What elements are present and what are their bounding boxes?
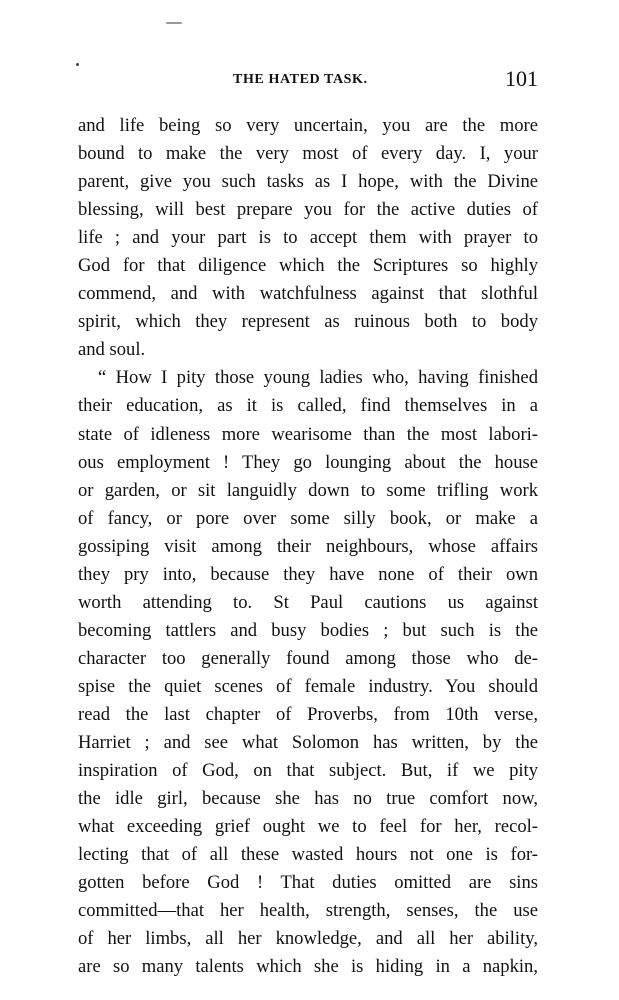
text-line: they pry into, because they have none of their own (78, 563, 538, 585)
ink-speck (76, 63, 79, 66)
text-line: are so many talents which she is hiding in a napkin, (78, 956, 538, 978)
text-line: Harriet ; and see what Solomon has written, by the (78, 732, 538, 754)
text-line: committed—that her health, strength, senses, the use (78, 900, 538, 922)
text-line: worth attending to. St Paul cautions us against (78, 591, 538, 613)
page-header (78, 68, 538, 96)
text-line: spise the quiet scenes of female industry. You should (78, 675, 538, 697)
text-line: blessing, will best prepare you for the active duties of (78, 199, 538, 221)
text-line: ous employment ! They go lounging about the house (78, 451, 538, 473)
text-line: parent, give you such tasks as I hope, with the Divine (78, 171, 538, 193)
paragraph-end-line: and soul. (78, 339, 146, 361)
text-line: and life being so very uncertain, you are the more (78, 115, 538, 136)
body-text (78, 112, 538, 981)
text-line: of her limbs, all her knowledge, and all her ability, (78, 928, 538, 950)
text-line: bound to make the very most of every day. I, your (78, 143, 538, 165)
text-line: read the last chapter of Proverbs, from 10th verse, (78, 703, 538, 725)
ink-speck (166, 22, 182, 24)
text-line: of fancy, or pore over some silly book, or make a (78, 507, 538, 529)
text-line: lecting that of all these wasted hours not one is for- (78, 844, 538, 866)
text-line: spirit, which they represent as ruinous both to body (78, 311, 538, 333)
text-line: God for that diligence which the Scriptures so highly (78, 255, 538, 277)
text-line: becoming tattlers and busy bodies ; but such is the (78, 619, 538, 641)
text-line: life ; and your part is to accept them with prayer to (78, 227, 538, 249)
text-line: gossiping visit among their neighbours, whose affairs (78, 535, 538, 557)
paragraph-start-line: “ How I pity those young ladies who, having finished (98, 367, 538, 389)
text-line: commend, and with watchfulness against that slothful (78, 283, 538, 305)
running-title: THE HATED TASK. (233, 72, 368, 87)
text-line: character too generally found among those who de- (78, 647, 538, 669)
text-line: state of idleness more wearisome than the most labori- (78, 423, 538, 445)
text-line: inspiration of God, on that subject. But, if we pity (78, 760, 538, 782)
text-line: the idle girl, because she has no true comfort now, (78, 788, 538, 810)
text-line: or garden, or sit languidly down to some trifling work (78, 479, 538, 501)
text-line: their education, as it is called, find themselves in a (78, 395, 538, 417)
text-line: what exceeding grief ought we to feel for her, recol- (78, 816, 538, 838)
text-line: gotten before God ! That duties omitted are sins (78, 872, 538, 894)
page-number: 101 (505, 66, 538, 91)
